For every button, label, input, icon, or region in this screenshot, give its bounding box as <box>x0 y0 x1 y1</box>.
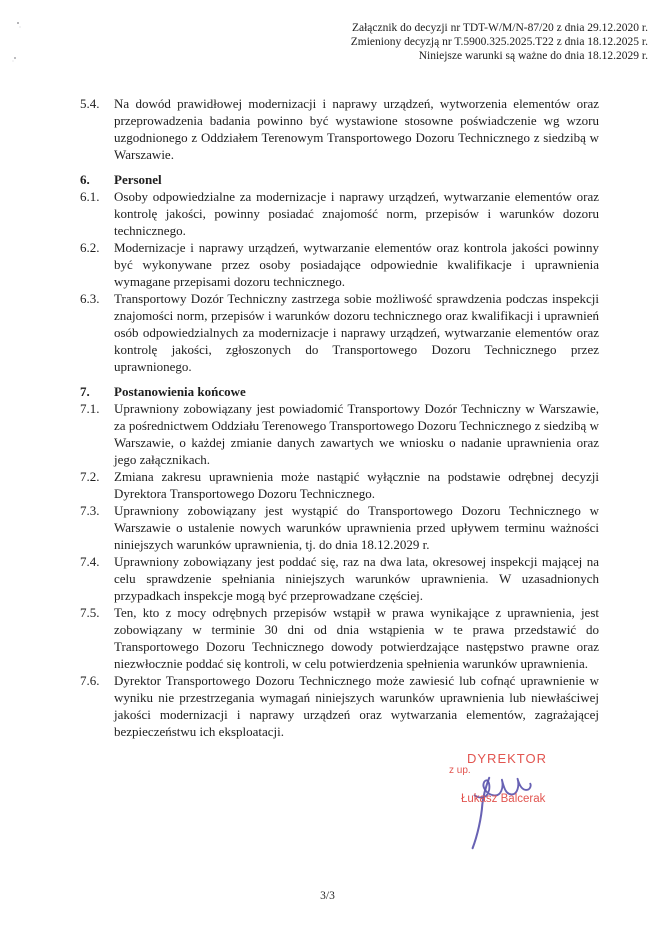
section-heading <box>80 171 599 188</box>
item-number: 7.6. <box>80 673 100 688</box>
item-text: Uprawniony zobowiązany jest wystąpić do Transportowego Dozoru Technicznego w Warszawie o ustalenie nowych warunków uprawnienia przed upływem terminu ważności niniejszych warunków uprawnienia, tj. do dnia 18.12.2029 r. <box>114 503 599 552</box>
item-number: 7.5. <box>80 605 100 620</box>
item-number: 7. <box>80 384 90 399</box>
list-item <box>80 188 599 239</box>
item-number: 7.3. <box>80 503 100 518</box>
item-number: 6.1. <box>80 189 100 204</box>
header-line-validity: Niniejsze warunki są ważne do dnia 18.12.2029 r. <box>418 50 648 62</box>
scan-artifact <box>14 57 16 59</box>
item-number: 5.4. <box>80 96 100 111</box>
list-item <box>80 290 599 375</box>
signer-title: DYREKTOR <box>467 751 547 766</box>
item-text: Postanowienia końcowe <box>114 384 246 399</box>
list-item <box>80 672 599 740</box>
item-text: Zmiana zakresu uprawnienia może nastąpić wyłącznie na podstawie odrębnej decyzji Dyrektora Transportowego Dozoru Technicznego. <box>114 469 599 501</box>
signature-block <box>430 745 630 865</box>
handwritten-signature-icon <box>458 769 538 857</box>
list-item <box>80 400 599 468</box>
list-item <box>80 239 599 290</box>
item-number: 7.4. <box>80 554 100 569</box>
on-behalf-label: z up. <box>449 765 471 776</box>
item-text: Ten, kto z mocy odrębnych przepisów wstąpił w prawa wynikające z uprawnienia, jest zobowiązany w terminie 30 dni od dnia wstąpienia w te prawa przedstawić do Transportowego Dozoru Technicznego dowody potwierdzające następstwo prawne oraz niezwłocznie poddać się kontroli, w celu potwierdzenia spełnienia warunków uprawnienia. <box>114 605 599 671</box>
list-item <box>80 95 599 163</box>
signer-name: Łukasz Balcerak <box>461 793 546 805</box>
item-text: Osoby odpowiedzialne za modernizacje i naprawy urządzeń, wytwarzanie elementów oraz kontrolę jakości, powinny posiadać znajomość norm, przepisów i warunków dozoru technicznego. <box>114 189 599 238</box>
scan-artifact <box>17 22 19 24</box>
item-text: Uprawniony zobowiązany jest powiadomić Transportowy Dozór Techniczny w Warszawie, za pośrednictwem Oddziału Terenowego Transportowego Dozoru Technicznego z siedzibą w Warszawie, o każdej zmianie danych zawartych we wniosku o nadanie uprawnienia oraz jego załącznikach. <box>114 401 599 467</box>
list-item <box>80 502 599 553</box>
item-number: 6. <box>80 172 90 187</box>
list-item <box>80 553 599 604</box>
page-number: 3/3 <box>320 890 335 902</box>
item-text: Personel <box>114 172 162 187</box>
item-text: Uprawniony zobowiązany jest poddać się, raz na dwa lata, okresowej inspekcji mającej na celu sprawdzenie spełniania niniejszych warunków uprawnienia. W uzasadnionych przypadkach inspekcje mogą być przeprowadzane częściej. <box>114 554 599 603</box>
header-line-amendment: Zmieniony decyzją nr T.5900.325.2025.T22 z dnia 18.12.2025 r. <box>350 36 648 48</box>
item-number: 7.2. <box>80 469 100 484</box>
item-text: Na dowód prawidłowej modernizacji i naprawy urządzeń, wytworzenia elementów oraz przeprowadzenia badania powinno być wystawione stosowne poświadczenie wg wzoru uzgodnionego z Oddziałem Terenowym Transportowego Dozoru Technicznego z siedzibą w Warszawie. <box>114 96 599 162</box>
decision-reference-header <box>351 21 648 63</box>
document-items <box>80 95 599 740</box>
list-item <box>80 468 599 502</box>
header-line-attachment: Załącznik do decyzji nr TDT-W/M/N-87/20 z dnia 29.12.2020 r. <box>351 22 648 34</box>
list-item <box>80 604 599 672</box>
item-text: Dyrektor Transportowego Dozoru Technicznego może zawiesić lub cofnąć uprawnienie w wyniku nie przestrzegania wymagań niniejszych warunków uprawnienia lub niewłaściwej jakości modernizacji i naprawy urządzeń oraz wytwarzania elementów, zagrażającej bezpieczeństwu ich eksploatacji. <box>114 673 599 739</box>
item-text: Modernizacje i naprawy urządzeń, wytwarzanie elementów oraz kontrola jakości powinny być wykonywane przez osoby posiadające odpowiednie kwalifikacje i uprawnienia wymagane przepisami dozoru technicznego. <box>114 240 599 289</box>
section-heading <box>80 383 599 400</box>
item-number: 7.1. <box>80 401 100 416</box>
item-number: 6.3. <box>80 291 100 306</box>
item-text: Transportowy Dozór Techniczny zastrzega sobie możliwość sprawdzenia podczas inspekcji znajomości norm, przepisów i warunków dozoru technicznego oraz kwalifikacji i uprawnień osób odpowiedzialnych za modernizacje i naprawy urządzeń, wytwarzanie elementów oraz kontrolę jakości, zgłoszonych do Transportowego Dozoru Technicznego przez uprawnionego. <box>114 291 599 374</box>
item-number: 6.2. <box>80 240 100 255</box>
